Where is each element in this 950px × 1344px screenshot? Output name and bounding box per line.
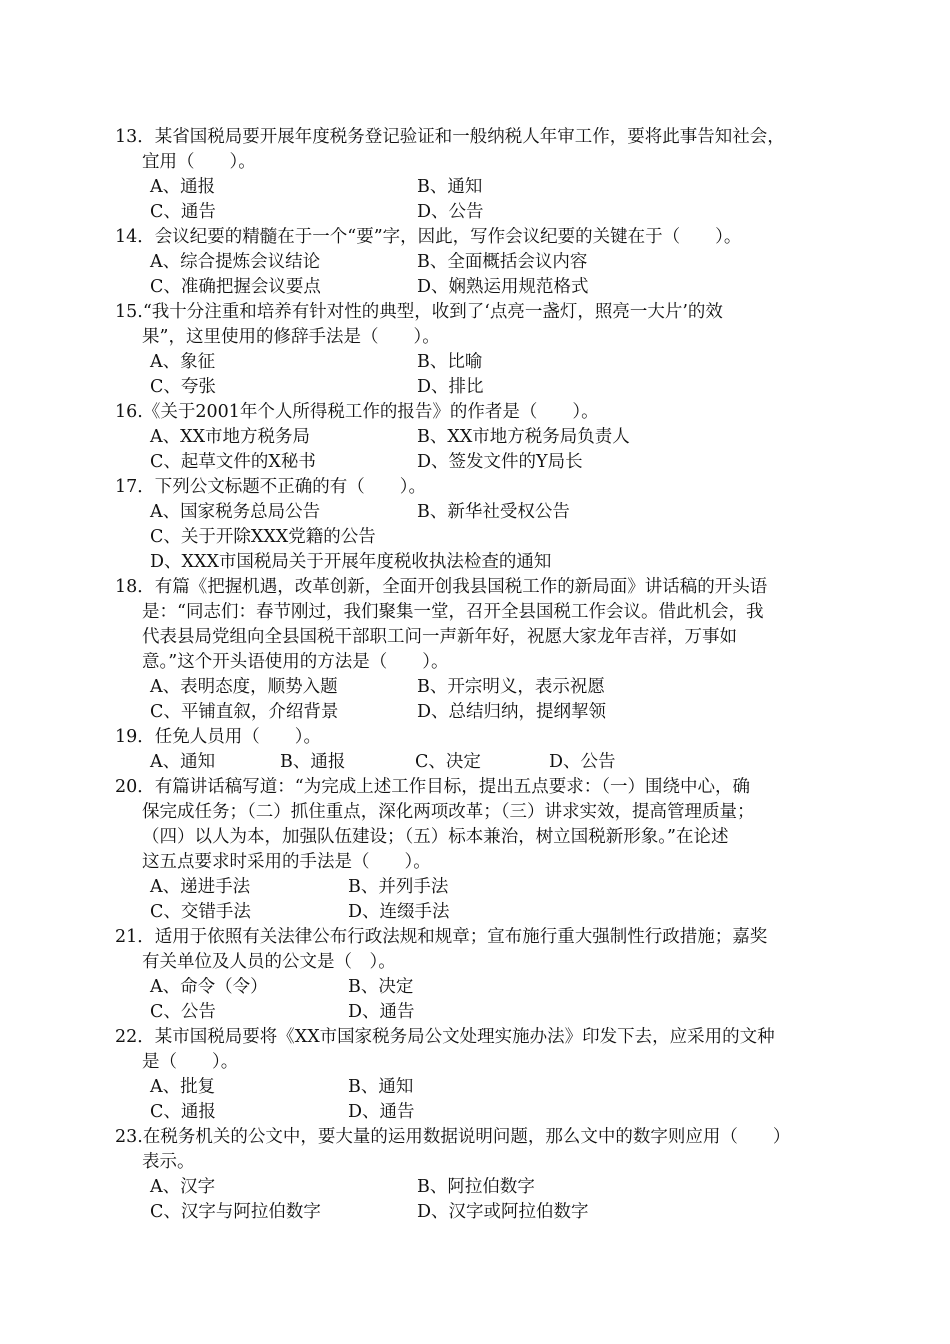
question-19-option-d: D、公告 [549,752,616,772]
question-16-option-c: C、起草文件的X秘书 [150,452,316,472]
question-18-line-1: 18．有篇《把握机遇，改革创新，全面开创我县国税工作的新局面》讲话稿的开头语 [115,577,768,597]
question-16-option-a: A、XX市地方税务局 [150,427,311,447]
question-16-option-d: D、签发文件的Y局长 [417,452,583,472]
question-14-line-1: 14．会议纪要的精髓在于一个“要”字，因此，写作会议纪要的关键在于（ ）。 [115,227,742,247]
question-17-option-b: B、新华社受权公告 [417,502,570,522]
question-23-option-a: A、汉字 [150,1177,216,1197]
question-13-option-a: A、通报 [150,177,216,197]
question-18-option-c: C、平铺直叙，介绍背景 [150,702,339,722]
question-19-option-a: A、通知 [150,752,216,772]
question-23-option-c: C、汉字与阿拉伯数字 [150,1202,321,1222]
question-21-line-1: 21．适用于依照有关法律公布行政法规和规章；宣布施行重大强制性行政措施；嘉奖 [115,927,768,947]
question-20-option-d: D、连缀手法 [348,902,450,922]
question-17-line-1: 17．下列公文标题不正确的有（ ）。 [115,477,427,497]
question-20-line-3: （四）以人为本，加强队伍建设；（五）标本兼治，树立国税新形象。”在论述 [142,827,729,847]
question-21-option-c: C、公告 [150,1002,216,1022]
question-20-option-c: C、交错手法 [150,902,251,922]
question-21-option-a: A、命令（令） [150,977,268,997]
question-16-option-b: B、XX市地方税务局负责人 [417,427,630,447]
question-17-option-c: C、关于开除XXX党籍的公告 [150,527,376,547]
question-17-option-a: A、国家税务总局公告 [150,502,321,522]
question-22-option-d: D、通告 [348,1102,415,1122]
question-19-option-c: C、决定 [415,752,481,772]
question-18-option-b: B、开宗明义，表示祝愿 [417,677,605,697]
question-19-line-1: 19．任免人员用（ ）。 [115,727,322,747]
question-23-line-2: 表示。 [142,1152,195,1172]
question-14-option-d: D、娴熟运用规范格式 [417,277,589,297]
question-21-option-b: B、决定 [348,977,414,997]
question-23-option-d: D、汉字或阿拉伯数字 [417,1202,589,1222]
question-13-line-1: 13．某省国税局要开展年度税务登记验证和一般纳税人年审工作，要将此事告知社会， [115,127,785,147]
question-20-line-1: 20．有篇讲话稿写道：“为完成上述工作目标，提出五点要求：（一）围绕中心，确 [115,777,750,797]
question-14-option-c: C、准确把握会议要点 [150,277,321,297]
question-22-option-a: A、批复 [150,1077,216,1097]
question-18-option-a: A、表明态度，顺势入题 [150,677,338,697]
question-21-option-d: D、通告 [348,1002,415,1022]
question-14-option-a: A、综合提炼会议结论 [150,252,321,272]
question-22-line-1: 22．某市国税局要将《XX市国家税务局公文处理实施办法》印发下去，应采用的文种 [115,1027,775,1047]
question-23-option-b: B、阿拉伯数字 [417,1177,535,1197]
question-20-option-b: B、并列手法 [348,877,449,897]
question-16-line-1: 16.《关于2001年个人所得税工作的报告》的作者是（ ）。 [115,402,599,422]
question-20-line-2: 保完成任务；（二）抓住重点，深化两项改革；（三）讲求实效，提高管理质量； [142,802,755,822]
question-15-line-2: 果”，这里使用的修辞手法是（ ）。 [142,327,440,347]
question-13-option-c: C、通告 [150,202,216,222]
question-18-line-3: 代表县局党组向全县国税干部职工问一声新年好，祝愿大家龙年吉祥，万事如 [142,627,737,647]
question-22-option-b: B、通知 [348,1077,414,1097]
question-20-option-a: A、递进手法 [150,877,251,897]
question-13-line-2: 宜用（ ）。 [142,152,256,172]
question-15-option-c: C、夸张 [150,377,216,397]
question-13-option-d: D、公告 [417,202,484,222]
question-18-option-d: D、总结归纳，提纲挈领 [417,702,607,722]
question-19-option-b: B、通报 [280,752,346,772]
question-17-option-d: D、XXX市国税局关于开展年度税收执法检查的通知 [150,552,552,572]
question-15-option-a: A、象征 [150,352,216,372]
question-18-line-4: 意。”这个开头语使用的方法是（ ）。 [142,652,449,672]
question-18-line-2: 是：“同志们：春节刚过，我们聚集一堂，召开全县国税工作会议。借此机会，我 [142,602,764,622]
question-20-line-4: 这五点要求时采用的手法是（ ）。 [142,852,431,872]
question-22-option-c: C、通报 [150,1102,216,1122]
question-13-option-b: B、通知 [417,177,483,197]
question-22-line-2: 是（ ）。 [142,1052,239,1072]
question-21-line-2: 有关单位及人员的公文是（ ）。 [142,952,396,972]
question-15-option-d: D、排比 [417,377,484,397]
question-23-line-1: 23.在税务机关的公文中，要大量的运用数据说明问题，那么文中的数字则应用（ ） [115,1127,791,1147]
question-14-option-b: B、全面概括会议内容 [417,252,588,272]
question-15-option-b: B、比喻 [417,352,483,372]
question-15-line-1: 15.“我十分注重和培养有针对性的典型，收到了‘点亮一盏灯，照亮一大片’的效 [115,302,723,322]
